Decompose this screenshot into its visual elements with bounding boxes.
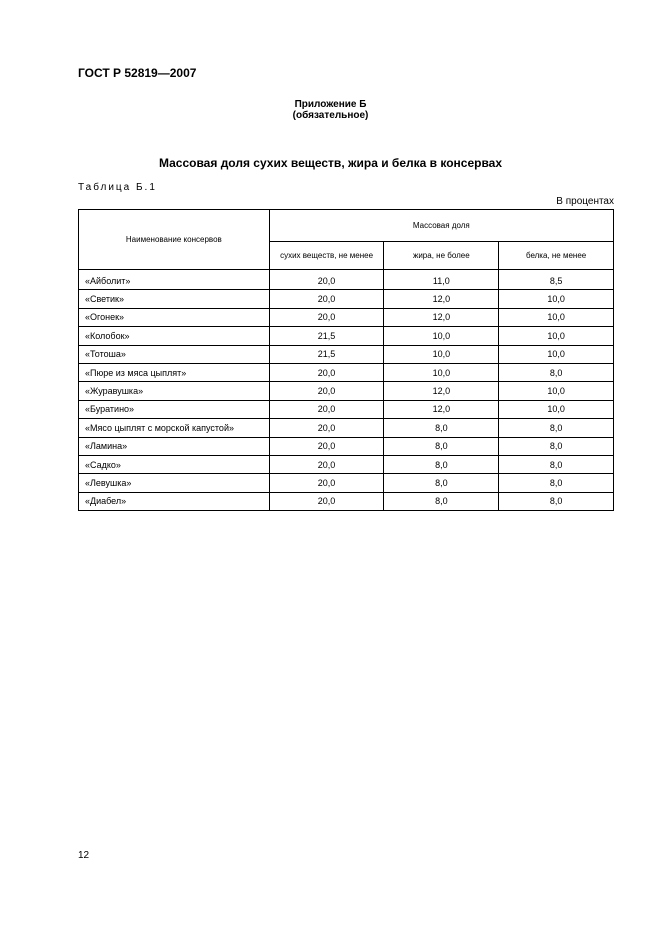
cell-fat: 10,0 [384,345,499,363]
table-units: В процентах [556,196,614,207]
cell-fat: 12,0 [384,400,499,418]
cell-fat: 12,0 [384,290,499,308]
annex-heading [0,99,661,121]
table-title: Массовая доля сухих веществ, жира и белка в консервах [158,156,503,170]
table-row [79,290,614,308]
cell-fat: 12,0 [384,382,499,400]
table-row [79,400,614,418]
table-row [79,363,614,381]
cell-dry: 20,0 [269,290,384,308]
cell-protein: 10,0 [499,400,614,418]
cell-protein: 10,0 [499,382,614,400]
mass-fraction-table [78,209,614,511]
cell-name: «Айболит» [79,270,270,290]
cell-protein: 10,0 [499,345,614,363]
table-row [79,345,614,363]
cell-fat: 8,0 [384,419,499,437]
cell-name: «Колобок» [79,327,270,345]
cell-name: «Огонек» [79,308,270,326]
cell-dry: 20,0 [269,419,384,437]
cell-protein: 8,0 [499,474,614,492]
cell-fat: 8,0 [384,474,499,492]
cell-name: «Журавушка» [79,382,270,400]
cell-dry: 20,0 [269,308,384,326]
cell-protein: 8,5 [499,270,614,290]
page-number: 12 [78,850,90,861]
table-row [79,327,614,345]
cell-fat: 12,0 [384,308,499,326]
cell-fat: 10,0 [384,363,499,381]
cell-dry: 20,0 [269,382,384,400]
table-row [79,492,614,510]
table-row [79,382,614,400]
cell-dry: 20,0 [269,455,384,473]
cell-dry: 20,0 [269,492,384,510]
table-row [79,270,614,290]
cell-name: «Тотоша» [79,345,270,363]
table-row [79,455,614,473]
cell-fat: 8,0 [384,492,499,510]
cell-fat: 8,0 [384,437,499,455]
cell-protein: 10,0 [499,308,614,326]
cell-name: «Буратино» [79,400,270,418]
column-header-dry: сухих веществ, не менее [269,242,384,270]
annex-title: Приложение Б [294,99,367,110]
cell-protein: 8,0 [499,419,614,437]
cell-dry: 20,0 [269,474,384,492]
table-caption: Таблица Б.1 [78,182,157,193]
cell-fat: 8,0 [384,455,499,473]
cell-name: «Диабел» [79,492,270,510]
cell-name: «Пюре из мяса цыплят» [79,363,270,381]
annex-status: (обязательное) [292,110,369,121]
cell-fat: 11,0 [384,270,499,290]
table-row [79,419,614,437]
cell-dry: 20,0 [269,270,384,290]
cell-dry: 20,0 [269,363,384,381]
cell-dry: 21,5 [269,345,384,363]
cell-dry: 20,0 [269,437,384,455]
table-row [79,308,614,326]
cell-protein: 8,0 [499,455,614,473]
cell-protein: 10,0 [499,290,614,308]
column-header-protein: белка, не менее [499,242,614,270]
cell-protein: 8,0 [499,492,614,510]
column-header-group: Массовая доля [269,210,613,242]
cell-protein: 8,0 [499,437,614,455]
document-code: ГОСТ Р 52819—2007 [78,66,197,80]
cell-name: «Садко» [79,455,270,473]
cell-name: «Левушка» [79,474,270,492]
cell-dry: 20,0 [269,400,384,418]
table-row [79,474,614,492]
cell-name: «Мясо цыплят с морской капустой» [79,419,270,437]
cell-protein: 10,0 [499,327,614,345]
table-row [79,437,614,455]
cell-name: «Ламина» [79,437,270,455]
column-header-name: Наименование консервов [79,210,270,270]
column-header-fat: жира, не более [384,242,499,270]
cell-protein: 8,0 [499,363,614,381]
cell-fat: 10,0 [384,327,499,345]
cell-name: «Светик» [79,290,270,308]
cell-dry: 21,5 [269,327,384,345]
